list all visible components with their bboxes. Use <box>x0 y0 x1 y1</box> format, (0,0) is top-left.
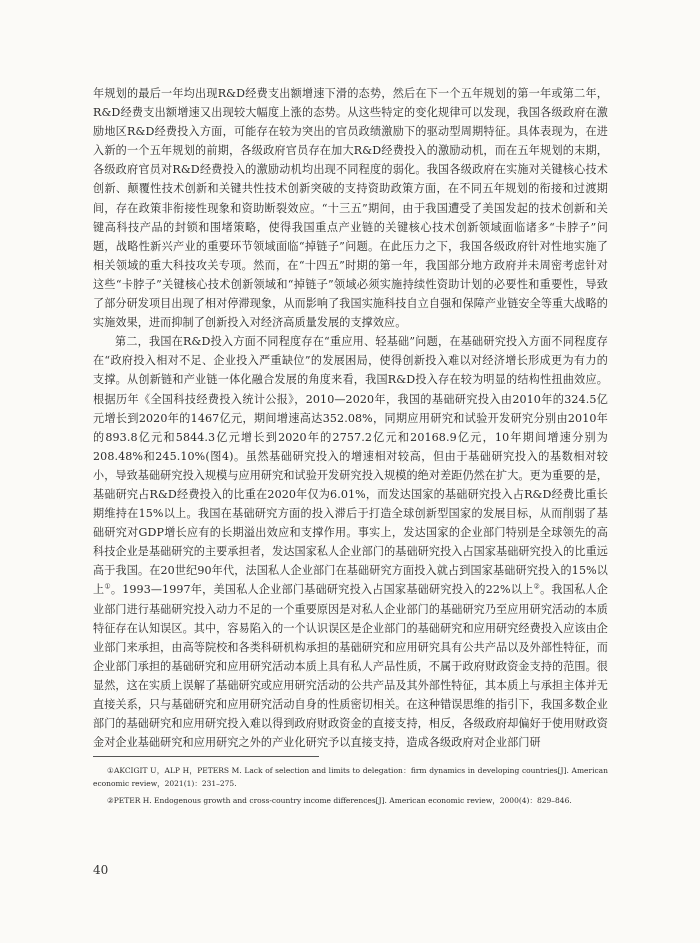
page-body <box>93 84 608 811</box>
footnotes <box>93 764 608 807</box>
text-run: 年规划的最后一年均出现R&D经费支出额增速下滑的态势，然后在下一个五年规划的第一年或第二年，R&D经费支出额增速又出现较大幅度上涨的态势。从这些特定的变化规律可以发现，我国各级政府在激励地区R&D经费投入方面，可能存在较为突出的官员政绩激励下的驱动型周期特征。具体表现为，在进入新的一个五年规划的前期，各级政府官员存在加大R&D经费投入的激励动机，而在五年规划的末期，各级政府官员对R&D经费投入的激励动机均出现不同程度的弱化。我国各级政府在实施对关键核心技术创新、颠覆性技术创新和关键共性技术创新突破的支持资助政策方面，在不同五年规划的衔接和过渡期间，存在政策非衔接性现象和资助断裂效应。“十三五”期间，由于我国遭受了美国发起的技术创新和关键高科技产品的封锁和围堵策略，使得我国重点产业链的关键核心技术创新领域面临诸多“卡脖子”问题，战略性新兴产业的重要环节领域面临“掉链子”问题。在此压力之下，我国各级政府针对性地实施了相关领域的重大科技攻关专项。然而，在“十四五”时期的第一年，我国部分地方政府并未周密考虑针对这些“卡脖子”关键核心技术创新领域和“掉链子”领域必须实施持续性资助计划的必要性和重要性，导致了部分研发项目出现了相对停滞现象，从而影响了我国实施科技自立自强和保障产业链安全等重大战略的实施效果，进而抑制了创新投入对经济高质量发展的支撑效应。 <box>93 87 608 330</box>
body-paragraph <box>93 332 608 752</box>
footnote-marker: ① <box>104 582 111 591</box>
text-run: 。1993—1997年，美国私人企业部门基础研究投入占国家基础研究投入的22%以上 <box>110 583 534 597</box>
text-run: 。我国私人企业部门进行基础研究投入动力不足的一个重要原因是对私人企业部门的基础研究乃至应用研究活动的本质特征存在认知误区。其中，容易陷入的一个认识误区是企业部门的基础研究和应用研究经费投入应该由企业部门来承担，由高等院校和各类科研机构承担的基础研究和应用研究具有公共产品以及外部性特征，而企业部门承担的基础研究和应用研究活动本质上具有私人产品性质，不属于政府财政资金支持的范围。很显然，这在实质上误解了基础研究或应用研究活动的公共产品及其外部性特征，其本质上与承担主体并无直接关系，只与基础研究和应用研究活动自身的性质密切相关。在这种错误思维的指引下，我国多数企业部门的基础研究和应用研究投入难以得到政府财政资金的直接支持，相反，各级政府却偏好于使用财政资金对企业基础研究和应用研究之外的产业化研究予以直接支持，造成各级政府对企业部门研 <box>93 583 608 750</box>
page-number: 40 <box>93 863 109 877</box>
footnote-marker: ② <box>533 582 541 591</box>
footnote: ①AKCIGIT U，ALP H，PETERS M. Lack of selection and limits to delegation：firm dynamics in developing countries[J]. American economic review，2021(1)：231–275. <box>93 766 608 789</box>
footnote: ②PETER H. Endogenous growth and cross-country income differences[J]. American economic review，2000(4)：829–846. <box>107 796 572 806</box>
body-text <box>93 84 608 752</box>
footnote-divider <box>93 756 319 757</box>
body-paragraph <box>93 84 608 332</box>
text-run: 第二，我国在R&D投入方面不同程度存在“重应用、轻基础”问题，在基础研究投入方面不同程度存在“政府投入相对不足、企业投入严重缺位”的发展困局，使得创新投入难以对经济增长形成更为有力的支撑。从创新链和产业链一体化融合发展的角度来看，我国R&D投入存在较为明显的结构性扭曲效应。根据历年《全国科技经费投入统计公报》，2010—2020年，我国的基础研究投入由2010年的324.5亿元增长到2020年的1467亿元，期间增速高达352.08%，同期应用研究和试验开发研究分别由2010年的893.8亿元和5844.3亿元增长到2020年的2757.2亿元和20168.9亿元，10年期间增速分别为208.48%和245.10%(图4)。虽然基础研究投入的增速相对较高，但由于基础研究投入的基数相对较小，导致基础研究投入规模与应用研究和试验开发研究投入规模的绝对差距仍然在扩大。更为重要的是，基础研究占R&D经费投入的比重在2020年仅为6.01%，而发达国家的基础研究投入占R&D经费比重长期维持在15%以上。我国在基础研究方面的投入滞后于打造全球创新型国家的发展目标，从而削弱了基础研究对GDP增长应有的长期溢出效应和支撑作用。事实上，发达国家的企业部门特别是全球领先的高科技企业是基础研究的主要承担者，发达国家私人企业部门的基础研究投入占国家基础研究投入的比重远高于我国。在20世纪90年代，法国私人企业部门在基础研究方面投入就占到国家基础研究投入的15%以上 <box>93 335 608 597</box>
